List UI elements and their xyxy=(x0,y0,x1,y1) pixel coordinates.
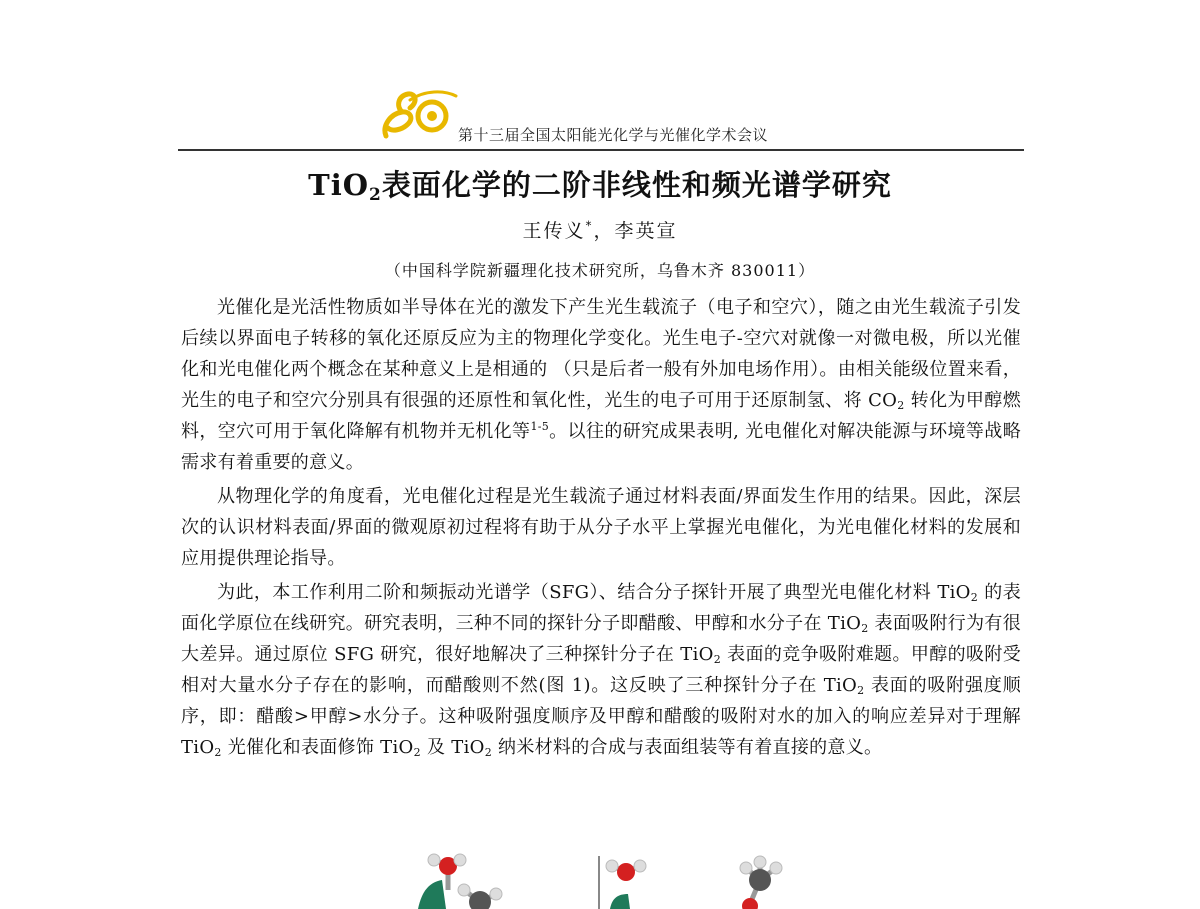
header-divider xyxy=(178,149,1024,151)
paper-body xyxy=(181,292,1021,766)
author-name: 王传义 xyxy=(522,220,586,242)
corresponding-mark: * xyxy=(585,218,594,233)
right-panel-molecules xyxy=(606,856,782,909)
paragraph: 从物理化学的角度看，光电催化过程是光生载流子通过材料表面/界面发生作用的结果。因此，深层次的认识材料表面/界面的微观原初过程将有助于从分子水平上掌握光电催化，为光电催化材料的发展和应用提供理论指导。 xyxy=(181,486,1021,569)
author-name: 李英宣 xyxy=(614,220,678,242)
citation: 1-5 xyxy=(530,420,550,433)
conference-logo xyxy=(380,86,460,142)
author-line: 王传义*，李英宣 xyxy=(522,218,678,242)
left-panel-molecules xyxy=(418,854,502,909)
figure-1-molecules xyxy=(400,850,800,909)
paper-title: TiO$_2$表面化学的二阶非线性和频光谱学研究 xyxy=(308,168,892,205)
paragraph: 为此，本工作利用二阶和频振动光谱学（SFG）、结合分子探针开展了典型光电催化材料 TiO$_2$ 的表面化学原位在线研究。研究表明，三种不同的探针分子即醋酸、甲醇和水分子在 TiO$_2$ 表面吸附行为有很大差异。通过原位 SFG 研究，很好地解决了三种探针分子在 TiO$_2$ 表面的竞争吸附难题。甲醇的吸附受相对大量水分子存在的影响，而醋酸则不然(图 1)。这反映了三种探针分子在 TiO$_2$ 表面的吸附强度顺序，即：醋酸>甲醇>水分子。这种吸附强度顺序及甲醇和醋酸的吸附对水的加入的响应差异对于理解 TiO$_2$ 光催化和表面修饰 TiO$_2$ 及 TiO$_2$ 纳米材料的合成与表面组装等有着直接的意义。 xyxy=(181,582,1022,759)
conference-title: 第十三届全国太阳能光化学与光催化学术会议 xyxy=(458,126,769,144)
affiliation: （中国科学院新疆理化技术研究所，乌鲁木齐 830011） xyxy=(384,261,816,280)
paragraph: 光催化是光活性物质如半导体在光的激发下产生光生载流子（电子和空穴），随之由光生载流子引发后续以界面电子转移的氧化还原反应为主的物理化学变化。光生电子-空穴对就像一对微电极，所以光催化和光电催化两个概念在某种意义上是相通的 （只是后者一般有外加电场作用）。由相关能级位置来看，光生的电子和空穴分别具有很强的还原性和氧化性，光生的电子可用于还原制氢、将 $CO_2$ 转化为甲醇燃料，空穴可用于氧化降解有机物并无机化等$^{1-5}$。以往的研究成果表明, 光电催化对解决能源与环境等战略需求有着重要的意义。 xyxy=(181,297,1022,473)
